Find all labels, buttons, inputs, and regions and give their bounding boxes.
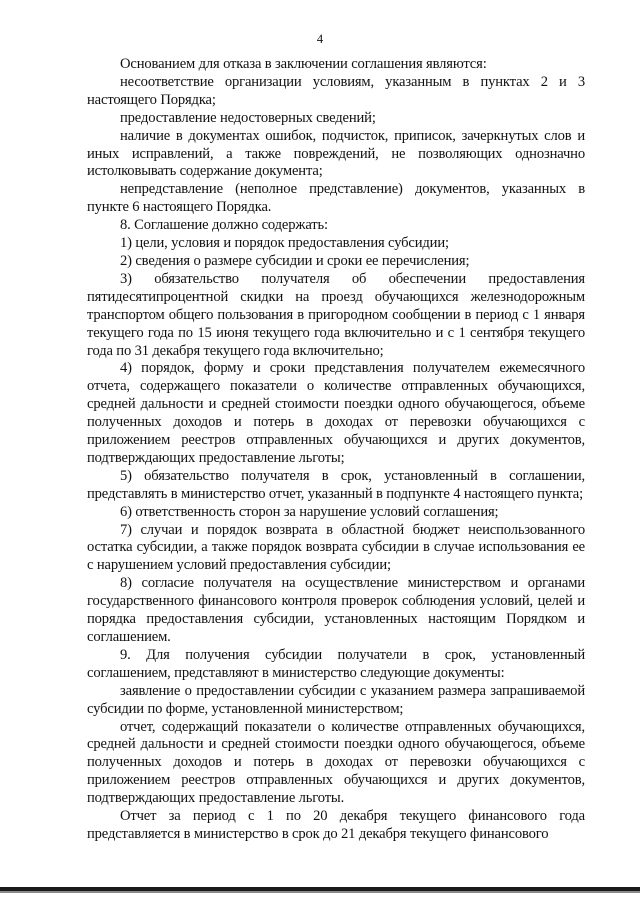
paragraph: 8. Соглашение должно содержать: (120, 217, 328, 234)
paragraph: 8) согласие получателя на осуществление министерством и органами государственного финансового контроля проверок соблюдения условий, целей и порядка предоставления субсидии, установленных настоящим Порядком и соглашением. (87, 575, 585, 645)
paragraph: отчет, содержащий показатели о количестве отправленных обучающихся, средней дальности и средней стоимости поездки одного обучающегося, объеме полученных доходов и потерь в доходах от перевозки обучающихся с приложением реестров отправленных обучающихся и других документов, подтверждающих предоставление льготы. (87, 718, 585, 807)
paragraph: наличие в документах ошибок, подчисток, приписок, зачеркнутых слов и иных исправлений, а также повреждений, не позволяющих однозначно истолковывать содержание документа; (87, 127, 585, 180)
paragraph: непредставление (неполное представление) документов, указанных в пункте 6 настоящего Порядка. (87, 181, 585, 216)
page-number: 4 (316, 32, 324, 46)
paragraph: 5) обязательство получателя в срок, установленный в соглашении, представлять в министерство отчет, указанный в подпункте 4 настоящего пункта; (87, 467, 585, 502)
scan-edge-shadow (0, 891, 640, 893)
paragraph: 4) порядок, форму и сроки представления получателем ежемесячного отчета, содержащего показатели о количестве отправленных обучающихся, средней дальности и средней стоимости поездки одного обучающегося, объеме полученных доходов и потерь в доходах от перевозки обучающихся с приложением реестров отправленных обучающихся и других документов, подтверждающих предоставление льготы; (87, 360, 585, 466)
paragraph: 6) ответственность сторон за нарушение условий соглашения; (120, 503, 499, 520)
paragraph: Отчет за период с 1 по 20 декабря текущего финансового года представляется в министерство в срок до 21 декабря текущего финансового (87, 808, 585, 842)
paragraph: несоответствие организации условиям, указанным в пунктах 2 и 3 настоящего Порядка; (87, 73, 585, 108)
paragraph: 9. Для получения субсидии получатели в срок, установленный соглашением, представляют в министерство следующие документы: (87, 646, 585, 681)
paragraph: 2) сведения о размере субсидии и сроки ее перечисления; (120, 252, 470, 269)
paragraph: 1) цели, условия и порядок предоставления субсидии; (120, 235, 449, 252)
paragraph: 7) случаи и порядок возврата в областной бюджет неиспользованного остатка субсидии, а также порядок возврата субсидии в случае использования ее с нарушением условий предоставления субсидии; (87, 521, 585, 574)
document-body (87, 56, 585, 844)
paragraph: заявление о предоставлении субсидии с указанием размера запрашиваемой субсидии по форме, установленной министерством; (87, 682, 585, 717)
paragraph: 3) обязательство получателя об обеспечении предоставления пятидесятипроцентной скидки на проезд обучающихся железнодорожным транспортом общего пользования в пригородном сообщении в период с 1 января текущего года по 15 июня текущего года включительно и с 1 сентября текущего года по 31 декабря текущего года включительно; (87, 270, 585, 359)
paragraph: предоставление недостоверных сведений; (120, 109, 376, 126)
paragraph: Основанием для отказа в заключении соглашения являются: (120, 56, 487, 72)
